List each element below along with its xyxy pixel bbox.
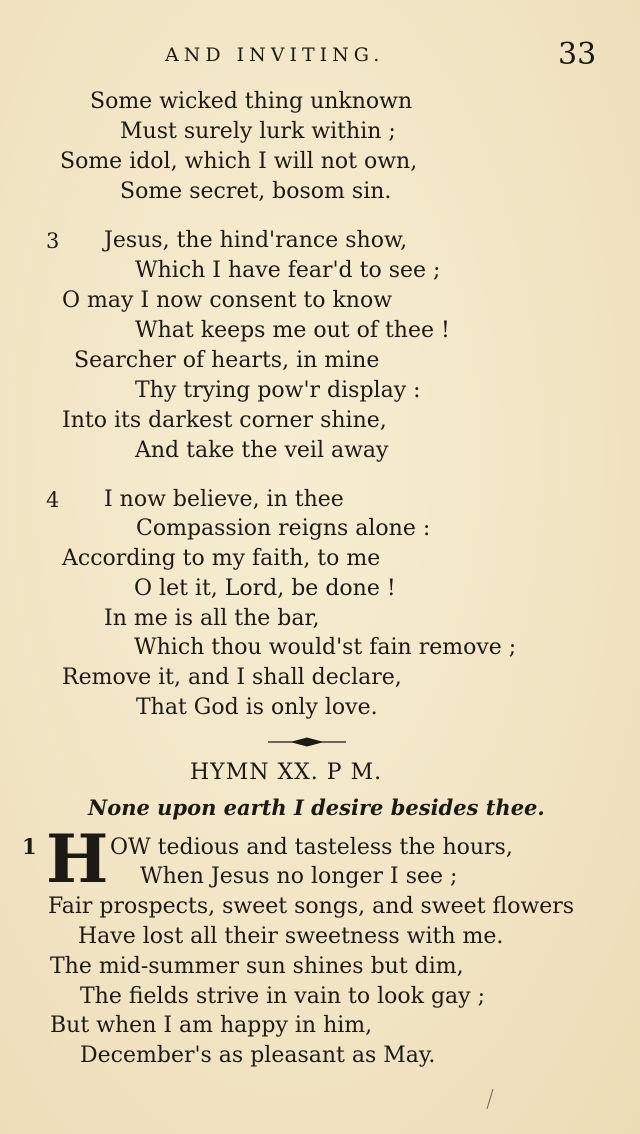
stanza-4-line-7: Remove it, and I shall declare,	[62, 665, 402, 690]
stanza-3-line-2: Which I have fear'd to see ;	[135, 258, 441, 283]
hymn-line-2: When Jesus no longer I see ;	[140, 864, 458, 889]
stanza-number: 1	[22, 834, 37, 859]
page-number: 33	[558, 37, 597, 72]
hymn-line-6: The fields strive in vain to look gay ;	[80, 984, 485, 1009]
stanza-4-line-2: Compassion reigns alone :	[136, 516, 431, 541]
stanza-4-line-3: According to my faith, to me	[62, 546, 381, 571]
stanza-2-line-4: Some secret, bosom sin.	[120, 179, 392, 204]
stanza-4-line-4: O let it, Lord, be done !	[134, 576, 396, 601]
hymn-line-4: Have lost all their sweetness with me.	[78, 924, 504, 949]
hymn-title: HYMN XX. P M.	[190, 760, 383, 785]
running-title: AND INVITING.	[165, 44, 385, 66]
hymn-line-3: Fair prospects, sweet songs, and sweet flowers	[48, 894, 575, 919]
stanza-2-line-1: Some wicked thing unknown	[90, 89, 413, 114]
hymn-subtitle: None upon earth I desire besides thee.	[88, 795, 545, 820]
stanza-4-line-6: Which thou would'st fain remove ;	[134, 635, 517, 660]
stanza-2-line-2: Must surely lurk within ;	[120, 119, 396, 144]
hymn-line-7: But when I am happy in him,	[50, 1013, 373, 1038]
stanza-3-line-4: What keeps me out of thee !	[135, 318, 450, 343]
stanza-number: 4	[46, 488, 60, 512]
stanza-3-line-3: O may I now consent to know	[62, 288, 393, 313]
hymn-line-8: December's as pleasant as May.	[80, 1043, 436, 1068]
ink-mark-icon	[486, 1088, 494, 1110]
stanza-number: 3	[46, 229, 60, 253]
stanza-3-line-6: Thy trying pow'r display :	[135, 378, 421, 403]
stanza-4-line-1: I now believe, in thee	[104, 487, 344, 512]
stanza-3-line-1: Jesus, the hind'rance show,	[104, 228, 408, 253]
ornament-divider-icon	[268, 735, 346, 749]
stanza-4-line-8: That God is only love.	[136, 695, 378, 720]
stanza-3-line-7: Into its darkest corner shine,	[62, 408, 387, 433]
hymn-line-1: OW tedious and tasteless the hours,	[110, 835, 513, 860]
stanza-3-line-8: And take the veil away	[135, 438, 389, 463]
stanza-2-line-3: Some idol, which I will not own,	[60, 149, 418, 174]
stanza-4-line-5: In me is all the bar,	[104, 606, 320, 631]
stanza-3-line-5: Searcher of hearts, in mine	[74, 348, 380, 373]
hymn-line-5: The mid-summer sun shines but dim,	[50, 954, 464, 979]
drop-cap: H	[46, 820, 109, 898]
